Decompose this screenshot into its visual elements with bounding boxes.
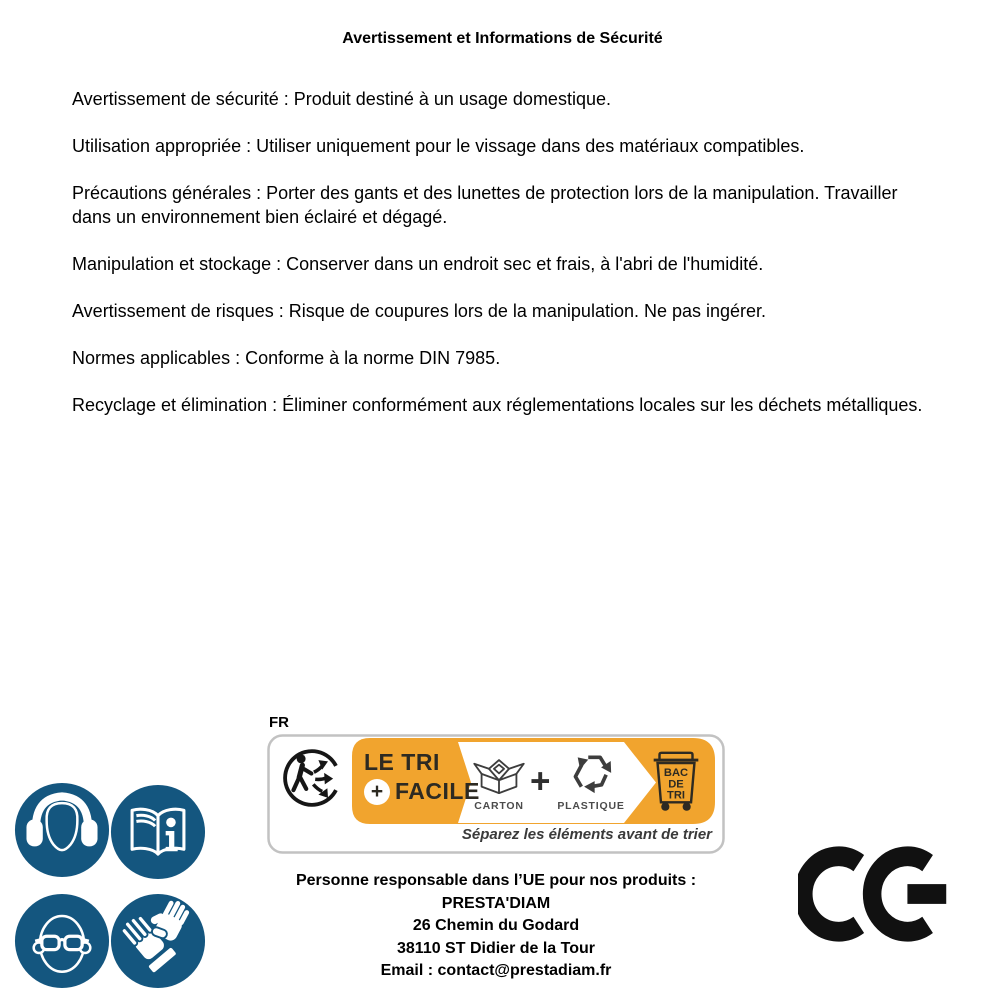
paragraph-standards: Normes applicables : Conforme à la norme DIN 7985. [72, 348, 501, 368]
wear-ear-protection-icon [14, 782, 110, 878]
bin-text-tri: TRI [667, 789, 685, 802]
material-plastique [554, 750, 628, 812]
paragraph-risk-warning: Avertissement de risques : Risque de coupures lors de la manipulation. Ne pas ingérer. [72, 301, 767, 321]
wear-eye-protection-icon [14, 893, 110, 989]
cardboard-box-icon [472, 750, 526, 794]
bin-text-bac: BAC [663, 767, 689, 780]
paragraph-appropriate-use: Utilisation appropriée : Utiliser uniquement pour le vissage dans des matériaux compatibles. [72, 136, 805, 156]
safety-text-block [72, 87, 933, 417]
sorting-instruction: Séparez les éléments avant de trier [461, 826, 712, 843]
wear-gloves-icon [110, 893, 206, 989]
facile-text: FACILE [395, 778, 480, 804]
address-city: 38110 ST Didier de la Tour [397, 939, 595, 957]
bac-de-tri-bin-icon [646, 747, 706, 818]
material-carton [466, 750, 532, 812]
triman-icon [280, 743, 344, 818]
plastique-label: PLASTIQUE [557, 800, 625, 812]
tri-facile-label-box [267, 734, 725, 854]
ce-mark-icon [798, 845, 948, 948]
address-street: 26 Chemin du Godard [412, 917, 580, 934]
le-tri-text: LE TRI [364, 749, 440, 775]
company-name: PRESTA'DIAM [441, 894, 551, 912]
recycling-triangle-icon [567, 750, 615, 794]
bin-text-de: DE [668, 778, 684, 791]
page-title: Avertissement et Informations de Sécurité [342, 30, 663, 47]
paragraph-general-precautions: Précautions générales : Porter des gants et des lunettes de protection lors de la manipulation. Travailler dans un environnement bien éclairé et dégagé. [72, 183, 898, 227]
le-tri-facile-headline [364, 749, 480, 805]
plus-circle-icon: + [364, 779, 390, 805]
carton-label: CARTON [474, 800, 524, 812]
contact-email: Email : contact@prestadiam.fr [380, 962, 612, 979]
materials-plus-sign: + [530, 762, 551, 801]
paragraph-recycling: Recyclage et élimination : Éliminer conformément aux réglementations locales sur les déchets métalliques. [72, 395, 923, 415]
country-code-fr: FR [269, 714, 289, 731]
paragraph-safety-warning: Avertissement de sécurité : Produit destiné à un usage domestique. [72, 89, 611, 109]
responsible-person-block [267, 870, 725, 983]
recycling-label [267, 714, 725, 854]
paragraph-handling-storage: Manipulation et stockage : Conserver dans un endroit sec et frais, à l'abri de l'humidité. [72, 254, 764, 274]
responsible-intro: Personne responsable dans l’UE pour nos produits : [295, 872, 697, 889]
read-manual-icon [110, 784, 206, 880]
